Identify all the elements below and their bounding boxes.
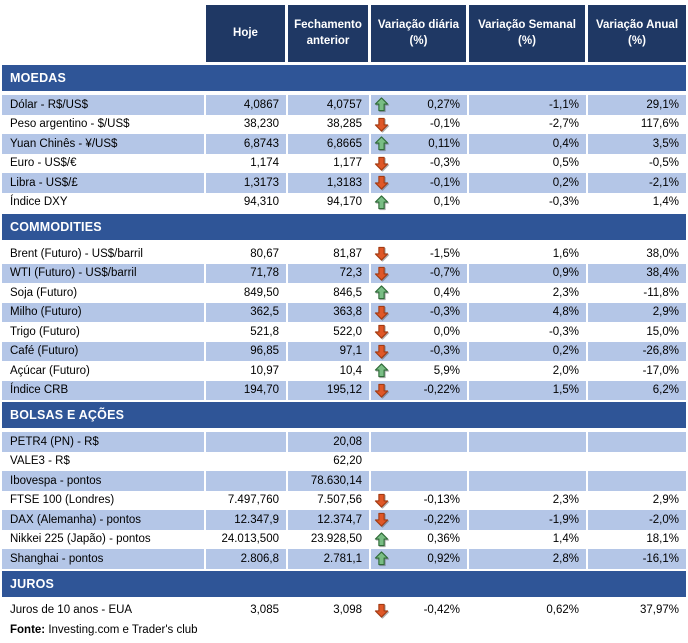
weekly-change-value: 0,4% xyxy=(469,134,588,154)
trend-icon-empty xyxy=(374,454,391,469)
source-text: Investing.com e Trader's club xyxy=(48,624,198,636)
row-label: Café (Futuro) xyxy=(2,342,206,362)
weekly-change-value: -2,7% xyxy=(469,115,588,135)
trend-icon-empty xyxy=(374,434,391,449)
trend-down-icon xyxy=(374,175,389,190)
today-value: 94,310 xyxy=(206,193,288,213)
trend-down-icon xyxy=(374,175,391,190)
trend-up-icon xyxy=(374,363,389,378)
trend-down-icon xyxy=(374,383,391,398)
daily-change-value: -0,7% xyxy=(429,267,460,280)
daily-change-value: -0,3% xyxy=(429,306,460,319)
previous-close-value: 38,285 xyxy=(288,115,371,135)
trend-up-icon xyxy=(374,363,391,378)
table-body xyxy=(2,65,686,620)
weekly-change-value xyxy=(469,452,588,472)
today-value xyxy=(206,471,288,491)
section-header xyxy=(2,65,686,91)
weekly-change-value: 2,3% xyxy=(469,491,588,511)
trend-down-icon xyxy=(374,305,389,320)
daily-change-value: 0,36% xyxy=(427,533,460,546)
trend-up-icon xyxy=(374,532,391,547)
trend-down-icon xyxy=(374,324,391,339)
annual-change-value: 2,9% xyxy=(588,303,686,323)
table-row xyxy=(2,601,686,621)
previous-close-value: 12.374,7 xyxy=(288,510,371,530)
trend-down-icon xyxy=(374,603,391,618)
row-label: Euro - US$/€ xyxy=(2,154,206,174)
weekly-change-value: 1,5% xyxy=(469,381,588,401)
table-row xyxy=(2,491,686,511)
table-row xyxy=(2,244,686,264)
row-label: PETR4 (PN) - R$ xyxy=(2,432,206,452)
today-value xyxy=(206,452,288,472)
header-blank-cell xyxy=(2,5,206,62)
trend-down-icon xyxy=(374,156,391,171)
weekly-change-value: 2,8% xyxy=(469,549,588,569)
previous-close-value: 6,8665 xyxy=(288,134,371,154)
trend-down-icon xyxy=(374,305,391,320)
row-label: FTSE 100 (Londres) xyxy=(2,491,206,511)
today-value: 71,78 xyxy=(206,264,288,284)
weekly-change-value: 2,0% xyxy=(469,361,588,381)
daily-change-cell xyxy=(371,530,469,550)
daily-change-value: 0,11% xyxy=(428,137,460,150)
row-label: VALE3 - R$ xyxy=(2,452,206,472)
section-header xyxy=(2,214,686,240)
previous-close-value: 62,20 xyxy=(288,452,371,472)
trend-up-icon xyxy=(374,285,389,300)
source-label: Fonte: xyxy=(10,624,46,636)
daily-change-cell xyxy=(371,342,469,362)
section-header xyxy=(2,571,686,597)
daily-change-cell xyxy=(371,95,469,115)
row-label: Índice DXY xyxy=(2,193,206,213)
trend-up-icon xyxy=(374,532,389,547)
previous-close-value: 20,08 xyxy=(288,432,371,452)
table-row xyxy=(2,173,686,193)
previous-close-value: 81,87 xyxy=(288,244,371,264)
weekly-change-value: 0,62% xyxy=(469,601,588,621)
row-label: Índice CRB xyxy=(2,381,206,401)
previous-close-value: 10,4 xyxy=(288,361,371,381)
previous-close-value: 195,12 xyxy=(288,381,371,401)
section-header xyxy=(2,402,686,428)
previous-close-value: 94,170 xyxy=(288,193,371,213)
daily-change-value: -0,42% xyxy=(423,604,460,617)
daily-change-value: -0,1% xyxy=(429,118,460,131)
table-row xyxy=(2,549,686,569)
previous-close-value: 846,5 xyxy=(288,283,371,303)
weekly-change-value: -1,1% xyxy=(469,95,588,115)
today-value: 2.806,8 xyxy=(206,549,288,569)
daily-change-cell xyxy=(371,549,469,569)
table-row xyxy=(2,432,686,452)
annual-change-value: -2,1% xyxy=(588,173,686,193)
annual-change-value: 2,9% xyxy=(652,494,679,507)
previous-close-value: 78.630,14 xyxy=(288,471,371,491)
today-value: 12.347,9 xyxy=(206,510,288,530)
previous-close-value: 1,177 xyxy=(288,154,371,174)
annual-change-value: -11,8% xyxy=(643,286,679,299)
daily-change-cell xyxy=(371,361,469,381)
table-row xyxy=(2,115,686,135)
row-label: Yuan Chinês - ¥/US$ xyxy=(2,134,206,154)
table-row xyxy=(2,322,686,342)
trend-down-icon xyxy=(374,493,389,508)
row-label: Açúcar (Futuro) xyxy=(2,361,206,381)
table-row xyxy=(2,510,686,530)
table-row xyxy=(2,530,686,550)
annual-change-value: -26,8% xyxy=(588,342,686,362)
annual-change-value: 6,2% xyxy=(588,381,686,401)
row-label: Juros de 10 anos - EUA xyxy=(2,601,206,621)
daily-change-value: 0,0% xyxy=(433,325,460,338)
table-row xyxy=(2,283,686,303)
annual-change-value: 37,97% xyxy=(639,604,679,617)
source-note xyxy=(2,620,686,636)
trend-down-icon xyxy=(374,266,391,281)
annual-change-value: 117,6% xyxy=(640,118,679,131)
daily-change-cell xyxy=(371,381,469,401)
header-fechamento-anterior: Fechamento anterior xyxy=(288,5,371,62)
row-label: Nikkei 225 (Japão) - pontos xyxy=(2,530,206,550)
header-variacao-semanal: Variação Semanal (%) xyxy=(469,5,588,62)
trend-down-icon xyxy=(374,512,391,527)
previous-close-value: 72,3 xyxy=(288,264,371,284)
trend-down-icon xyxy=(374,493,391,508)
today-value: 849,50 xyxy=(206,283,288,303)
row-label: Dólar - R$/US$ xyxy=(2,95,206,115)
table-row xyxy=(2,154,686,174)
trend-down-icon xyxy=(374,117,391,132)
weekly-change-value: 0,9% xyxy=(469,264,588,284)
section-title: JUROS xyxy=(10,576,55,591)
daily-change-value: -0,1% xyxy=(429,176,460,189)
trend-down-icon xyxy=(374,156,389,171)
today-value: 1,3173 xyxy=(206,173,288,193)
weekly-change-value: 2,3% xyxy=(469,283,588,303)
weekly-change-value xyxy=(469,432,588,452)
row-label: DAX (Alemanha) - pontos xyxy=(2,510,206,530)
daily-change-cell xyxy=(371,115,469,135)
daily-change-value: 0,27% xyxy=(427,98,460,111)
daily-change-value: 5,9% xyxy=(433,364,460,377)
table-row xyxy=(2,303,686,323)
header-variacao-diaria: Variação diária (%) xyxy=(371,5,469,62)
today-value: 3,085 xyxy=(206,601,288,621)
daily-change-value: -0,13% xyxy=(423,494,460,507)
row-label: WTI (Futuro) - US$/barril xyxy=(2,264,206,284)
today-value: 362,5 xyxy=(206,303,288,323)
daily-change-cell xyxy=(371,173,469,193)
table-row xyxy=(2,342,686,362)
section-title: BOLSAS E AÇÕES xyxy=(10,408,125,422)
row-label: Libra - US$/£ xyxy=(2,173,206,193)
trend-down-icon xyxy=(374,266,389,281)
today-value: 4,0867 xyxy=(206,95,288,115)
annual-change-value xyxy=(588,471,686,491)
header-hoje: Hoje xyxy=(206,5,288,62)
daily-change-cell xyxy=(371,452,469,472)
trend-down-icon xyxy=(374,324,389,339)
trend-up-icon xyxy=(374,551,391,566)
today-value: 24.013,500 xyxy=(206,530,288,550)
table-row xyxy=(2,95,686,115)
daily-change-cell xyxy=(371,471,469,491)
table-row xyxy=(2,361,686,381)
daily-change-value: 0,4% xyxy=(433,286,460,299)
row-label: Trigo (Futuro) xyxy=(2,322,206,342)
daily-change-cell xyxy=(371,491,469,511)
annual-change-value: 1,4% xyxy=(652,196,679,209)
header-variacao-anual: Variação Anual (%) xyxy=(588,5,686,62)
trend-icon-empty xyxy=(374,473,391,488)
previous-close-value: 23.928,50 xyxy=(288,530,371,550)
trend-down-icon xyxy=(374,246,391,261)
row-label: Peso argentino - $/US$ xyxy=(2,115,206,135)
weekly-change-value: 0,2% xyxy=(469,173,588,193)
table-row xyxy=(2,471,686,491)
table-header xyxy=(2,5,686,62)
today-value: 10,97 xyxy=(206,361,288,381)
today-value: 6,8743 xyxy=(206,134,288,154)
today-value: 38,230 xyxy=(206,115,288,135)
daily-change-cell xyxy=(371,601,469,621)
daily-change-cell xyxy=(371,193,469,213)
today-value: 1,174 xyxy=(206,154,288,174)
annual-change-value: -2,0% xyxy=(588,510,686,530)
trend-down-icon xyxy=(374,512,389,527)
annual-change-value: -0,5% xyxy=(648,157,679,170)
daily-change-value: -1,5% xyxy=(429,247,460,260)
table-row xyxy=(2,452,686,472)
table-row xyxy=(2,193,686,213)
trend-up-icon xyxy=(374,97,391,112)
trend-down-icon xyxy=(374,246,389,261)
previous-close-value: 1,3183 xyxy=(288,173,371,193)
daily-change-value: -0,3% xyxy=(429,345,460,358)
annual-change-value: 38,0% xyxy=(646,247,679,260)
section-title: MOEDAS xyxy=(10,71,67,85)
previous-close-value: 7.507,56 xyxy=(288,491,371,511)
weekly-change-value: 1,4% xyxy=(469,530,588,550)
trend-up-icon xyxy=(374,136,389,151)
table-row xyxy=(2,264,686,284)
row-label: Ibovespa - pontos xyxy=(2,471,206,491)
trend-down-icon xyxy=(374,344,391,359)
today-value: 80,67 xyxy=(206,244,288,264)
annual-change-value xyxy=(588,432,686,452)
weekly-change-value xyxy=(469,471,588,491)
previous-close-value: 363,8 xyxy=(288,303,371,323)
previous-close-value: 3,098 xyxy=(288,601,371,621)
row-label: Milho (Futuro) xyxy=(2,303,206,323)
row-label: Soja (Futuro) xyxy=(2,283,206,303)
trend-down-icon xyxy=(374,383,389,398)
daily-change-cell xyxy=(371,303,469,323)
weekly-change-value: -0,3% xyxy=(469,193,588,213)
weekly-change-value: 0,5% xyxy=(469,154,588,174)
daily-change-value: -0,22% xyxy=(423,384,460,397)
table-row xyxy=(2,134,686,154)
today-value: 194,70 xyxy=(206,381,288,401)
previous-close-value: 97,1 xyxy=(288,342,371,362)
annual-change-value: -16,1% xyxy=(588,549,686,569)
weekly-change-value: -0,3% xyxy=(469,322,588,342)
weekly-change-value: 4,8% xyxy=(469,303,588,323)
annual-change-value: 3,5% xyxy=(588,134,686,154)
annual-change-value: 15,0% xyxy=(646,325,679,338)
annual-change-value: 29,1% xyxy=(588,95,686,115)
annual-change-value: -17,0% xyxy=(642,364,679,377)
row-label: Brent (Futuro) - US$/barril xyxy=(2,244,206,264)
trend-down-icon xyxy=(374,344,389,359)
section-title: COMMODITIES xyxy=(10,220,102,234)
daily-change-cell xyxy=(371,134,469,154)
weekly-change-value: 1,6% xyxy=(469,244,588,264)
daily-change-cell xyxy=(371,154,469,174)
today-value: 96,85 xyxy=(206,342,288,362)
weekly-change-value: -1,9% xyxy=(469,510,588,530)
previous-close-value: 4,0757 xyxy=(288,95,371,115)
weekly-change-value: 0,2% xyxy=(469,342,588,362)
previous-close-value: 522,0 xyxy=(288,322,371,342)
trend-up-icon xyxy=(374,97,389,112)
daily-change-cell xyxy=(371,264,469,284)
table-row xyxy=(2,381,686,401)
daily-change-value: -0,22% xyxy=(423,513,460,526)
trend-down-icon xyxy=(374,603,389,618)
annual-change-value: 38,4% xyxy=(588,264,686,284)
daily-change-value: -0,3% xyxy=(429,157,460,170)
trend-up-icon xyxy=(374,136,391,151)
trend-up-icon xyxy=(374,195,389,210)
daily-change-cell xyxy=(371,510,469,530)
daily-change-cell xyxy=(371,432,469,452)
trend-down-icon xyxy=(374,117,389,132)
today-value xyxy=(206,432,288,452)
daily-change-cell xyxy=(371,322,469,342)
trend-up-icon xyxy=(374,195,391,210)
daily-change-value: 0,1% xyxy=(433,196,460,209)
row-label: Shanghai - pontos xyxy=(2,549,206,569)
daily-change-value: 0,92% xyxy=(427,552,460,565)
annual-change-value: 18,1% xyxy=(646,533,679,546)
trend-up-icon xyxy=(374,551,389,566)
today-value: 7.497,760 xyxy=(206,491,288,511)
daily-change-cell xyxy=(371,244,469,264)
previous-close-value: 2.781,1 xyxy=(288,549,371,569)
daily-change-cell xyxy=(371,283,469,303)
annual-change-value xyxy=(588,452,686,472)
trend-up-icon xyxy=(374,285,391,300)
today-value: 521,8 xyxy=(206,322,288,342)
